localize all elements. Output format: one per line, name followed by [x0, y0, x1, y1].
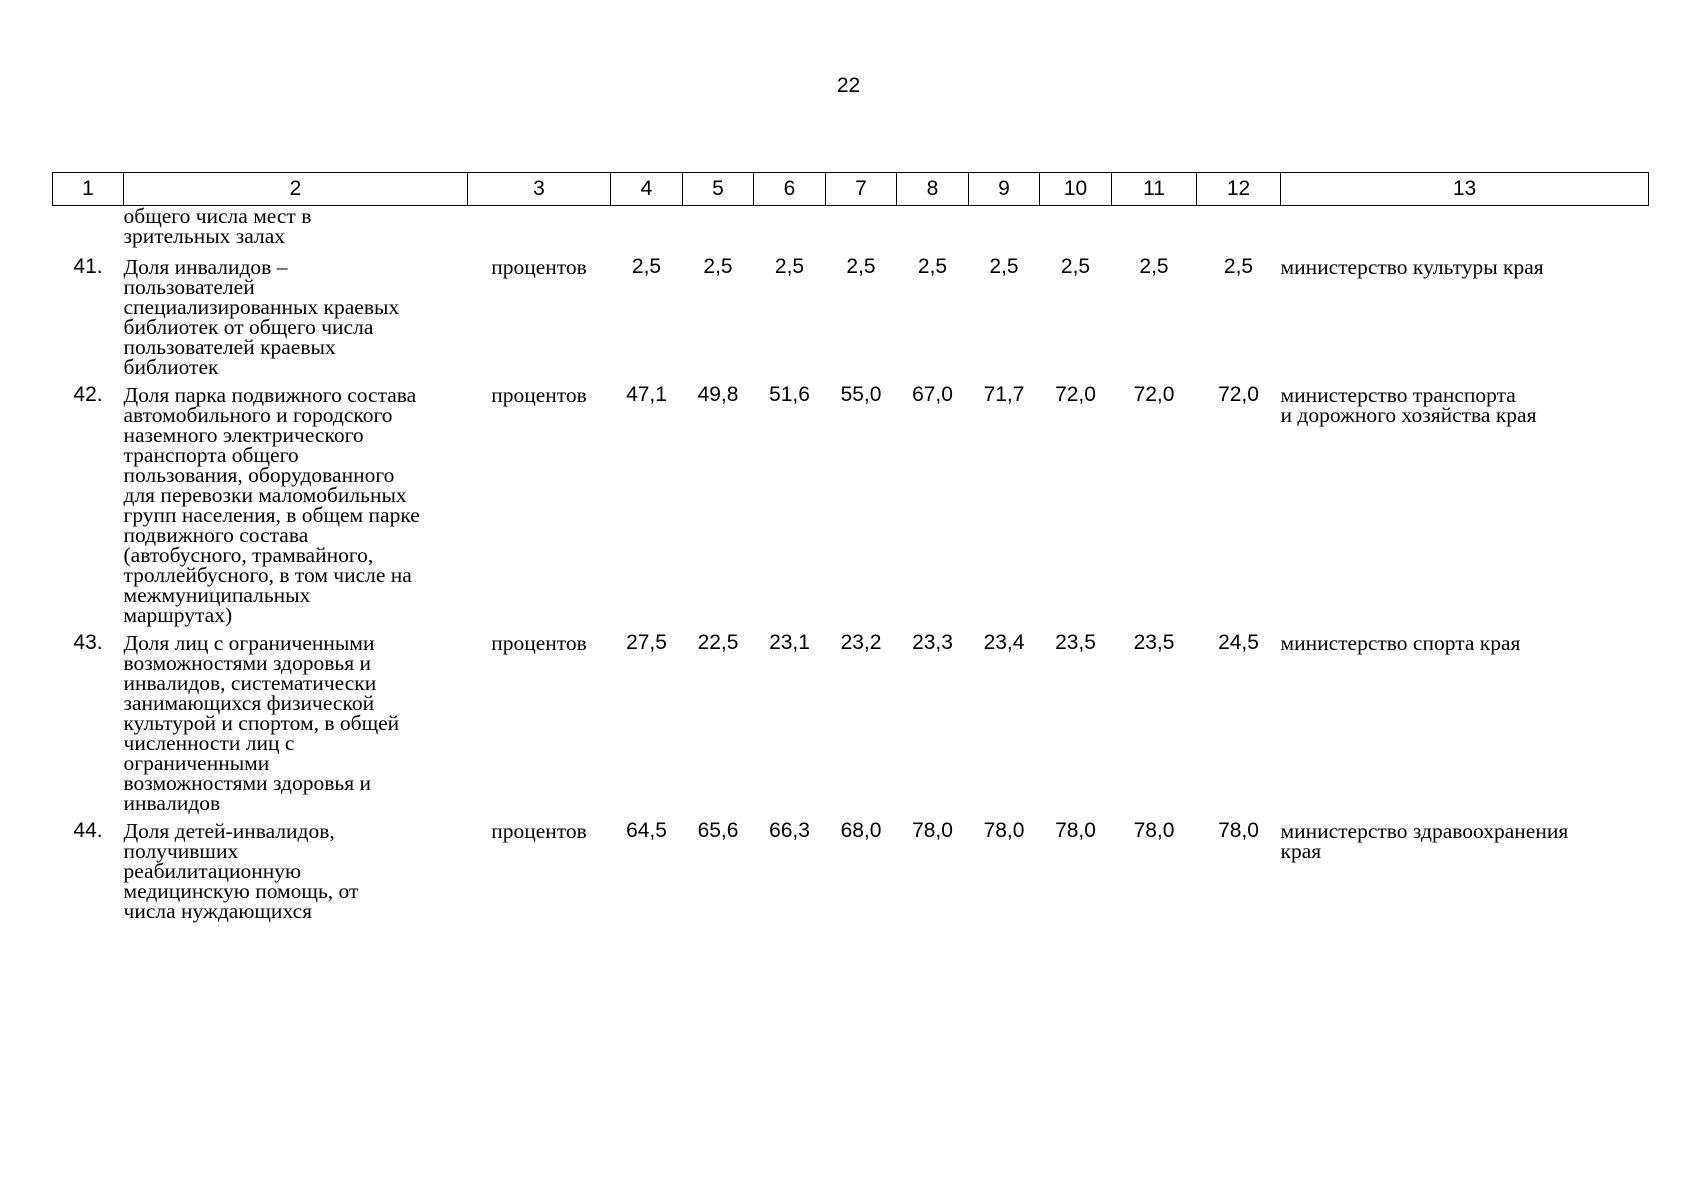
unit-cell: процентов [491, 819, 587, 843]
indicator-name-line: пользователей краевых [123, 335, 336, 359]
value-cell: 23,1 [769, 631, 810, 654]
value-cell: 78,0 [1218, 819, 1259, 842]
indicator-name-line: (автобусного, трамвайного, [123, 543, 374, 567]
value-cell: 23,2 [840, 631, 882, 654]
continuation-line: зрительных залах [123, 224, 286, 248]
responsible-cell [1281, 629, 1649, 817]
indicator-name [124, 629, 468, 817]
value-cell: 2,5 [774, 255, 805, 278]
indicator-name-line: инвалидов [123, 791, 221, 815]
indicator-name-line: межмуниципальных [123, 583, 311, 607]
responsible-line: края [1280, 839, 1322, 863]
value-cell: 64,5 [626, 819, 667, 842]
value-cell: 2,5 [1139, 255, 1169, 278]
value-cell: 68,0 [840, 819, 882, 842]
value-cell: 23,3 [912, 631, 953, 654]
indicator-name-line: автомобильного и городского [123, 403, 393, 427]
indicator-name-line: Доля парка подвижного состава [123, 383, 417, 407]
row-number: 41. [73, 255, 103, 278]
value-cell: 66,3 [769, 819, 810, 842]
value-cell: 72,0 [1133, 383, 1175, 406]
value-cell: 22,5 [697, 631, 739, 654]
value-cell: 47,1 [626, 383, 667, 406]
column-header-13: 13 [1281, 173, 1649, 206]
value-cell: 2,5 [1060, 255, 1091, 278]
indicator-name-line: маршрутах) [123, 603, 233, 627]
column-header-7: 7 [826, 173, 897, 206]
indicator-name-line: занимающихся физической [123, 691, 375, 715]
unit-cell: процентов [491, 255, 587, 279]
value-cell: 24,5 [1218, 631, 1259, 654]
indicator-name-line: медицинскую помощь, от [123, 879, 359, 903]
indicator-name-line: библиотек [123, 355, 219, 379]
continuation-row [53, 206, 1649, 254]
responsible-line: и дорожного хозяйства края [1280, 403, 1537, 427]
unit-cell: процентов [491, 383, 587, 407]
indicator-name-line: групп населения, в общем парке [123, 503, 420, 527]
indicator-name-line: получивших [123, 839, 239, 863]
table-row [53, 381, 1649, 629]
indicators-table [52, 172, 1649, 925]
column-number-row [53, 173, 1649, 206]
value-cell: 2,5 [1223, 255, 1254, 278]
value-cell: 23,5 [1133, 631, 1175, 654]
column-header-11: 11 [1112, 173, 1197, 206]
indicator-name-line: инвалидов, систематически [123, 671, 377, 695]
indicator-name-line: пользования, оборудованного [123, 463, 395, 487]
column-header-4: 4 [611, 173, 683, 206]
indicator-name-line: возможностями здоровья и [123, 771, 371, 795]
value-cell: 23,5 [1055, 631, 1096, 654]
value-cell: 2,5 [917, 255, 948, 278]
responsible-line: министерство транспорта [1280, 383, 1516, 407]
continuation-text [124, 206, 468, 254]
value-cell: 72,0 [1218, 383, 1259, 406]
column-header-3: 3 [468, 173, 611, 206]
column-header-6: 6 [754, 173, 826, 206]
page-number: 22 [836, 74, 861, 97]
responsible-cell [1281, 253, 1649, 381]
indicator-name-line: культурой и спортом, в общей [123, 711, 400, 735]
table-row [53, 629, 1649, 817]
value-cell: 72,0 [1055, 383, 1096, 406]
indicator-name-line: транспорта общего [123, 443, 299, 467]
indicator-name-line: троллейбусного, в том числе на [123, 563, 412, 587]
indicator-name-line: возможностями здоровья и [123, 651, 371, 675]
value-cell: 2,5 [631, 255, 662, 278]
value-cell: 78,0 [1055, 819, 1096, 842]
column-header-2: 2 [124, 173, 468, 206]
row-number: 43. [73, 631, 103, 654]
indicator-name-line: Доля инвалидов – [123, 255, 288, 279]
table-row [53, 253, 1649, 381]
responsible-line: министерство здравоохранения [1280, 819, 1569, 843]
value-cell: 2,5 [989, 255, 1019, 278]
unit-cell: процентов [491, 631, 587, 655]
indicator-name-line: численности лиц с [123, 731, 295, 755]
column-header-9: 9 [969, 173, 1040, 206]
value-cell: 49,8 [697, 383, 739, 406]
indicator-name-line: для перевозки маломобильных [123, 483, 407, 507]
indicator-name-line: Доля лиц с ограниченными [123, 631, 375, 655]
column-header-12: 12 [1197, 173, 1281, 206]
column-header-10: 10 [1040, 173, 1112, 206]
value-cell: 2,5 [703, 255, 733, 278]
indicator-name-line: ограниченными [123, 751, 270, 775]
indicator-name [124, 253, 468, 381]
column-header-1: 1 [53, 173, 124, 206]
value-cell: 78,0 [912, 819, 953, 842]
column-header-8: 8 [897, 173, 969, 206]
value-cell: 78,0 [983, 819, 1025, 842]
indicator-name [124, 381, 468, 629]
indicator-name-line: библиотек от общего числа [123, 315, 374, 339]
responsible-line: министерство спорта края [1280, 631, 1521, 655]
indicator-name-line: подвижного состава [123, 523, 309, 547]
value-cell: 51,6 [769, 383, 810, 406]
indicator-name-line: Доля детей-инвалидов, [123, 819, 335, 843]
row-number: 44. [73, 819, 103, 842]
row-number: 42. [73, 383, 103, 406]
indicator-name-line: реабилитационную [123, 859, 302, 883]
column-header-5: 5 [683, 173, 754, 206]
continuation-line: общего числа мест в [123, 204, 312, 228]
indicator-name-line: пользователей [123, 275, 255, 299]
value-cell: 55,0 [840, 383, 882, 406]
responsible-cell [1281, 381, 1649, 629]
value-cell: 23,4 [983, 631, 1025, 654]
value-cell: 27,5 [626, 631, 667, 654]
value-cell: 2,5 [846, 255, 876, 278]
indicator-name-line: специализированных краевых [123, 295, 400, 319]
indicator-name-line: наземного электрического [123, 423, 364, 447]
value-cell: 65,6 [697, 819, 739, 842]
value-cell: 78,0 [1133, 819, 1175, 842]
responsible-cell [1281, 817, 1649, 925]
table-row [53, 817, 1649, 925]
value-cell: 67,0 [912, 383, 953, 406]
indicator-name [124, 817, 468, 925]
indicator-name-line: числа нуждающихся [123, 899, 313, 923]
responsible-line: министерство культуры края [1280, 255, 1544, 279]
value-cell: 71,7 [983, 383, 1025, 406]
